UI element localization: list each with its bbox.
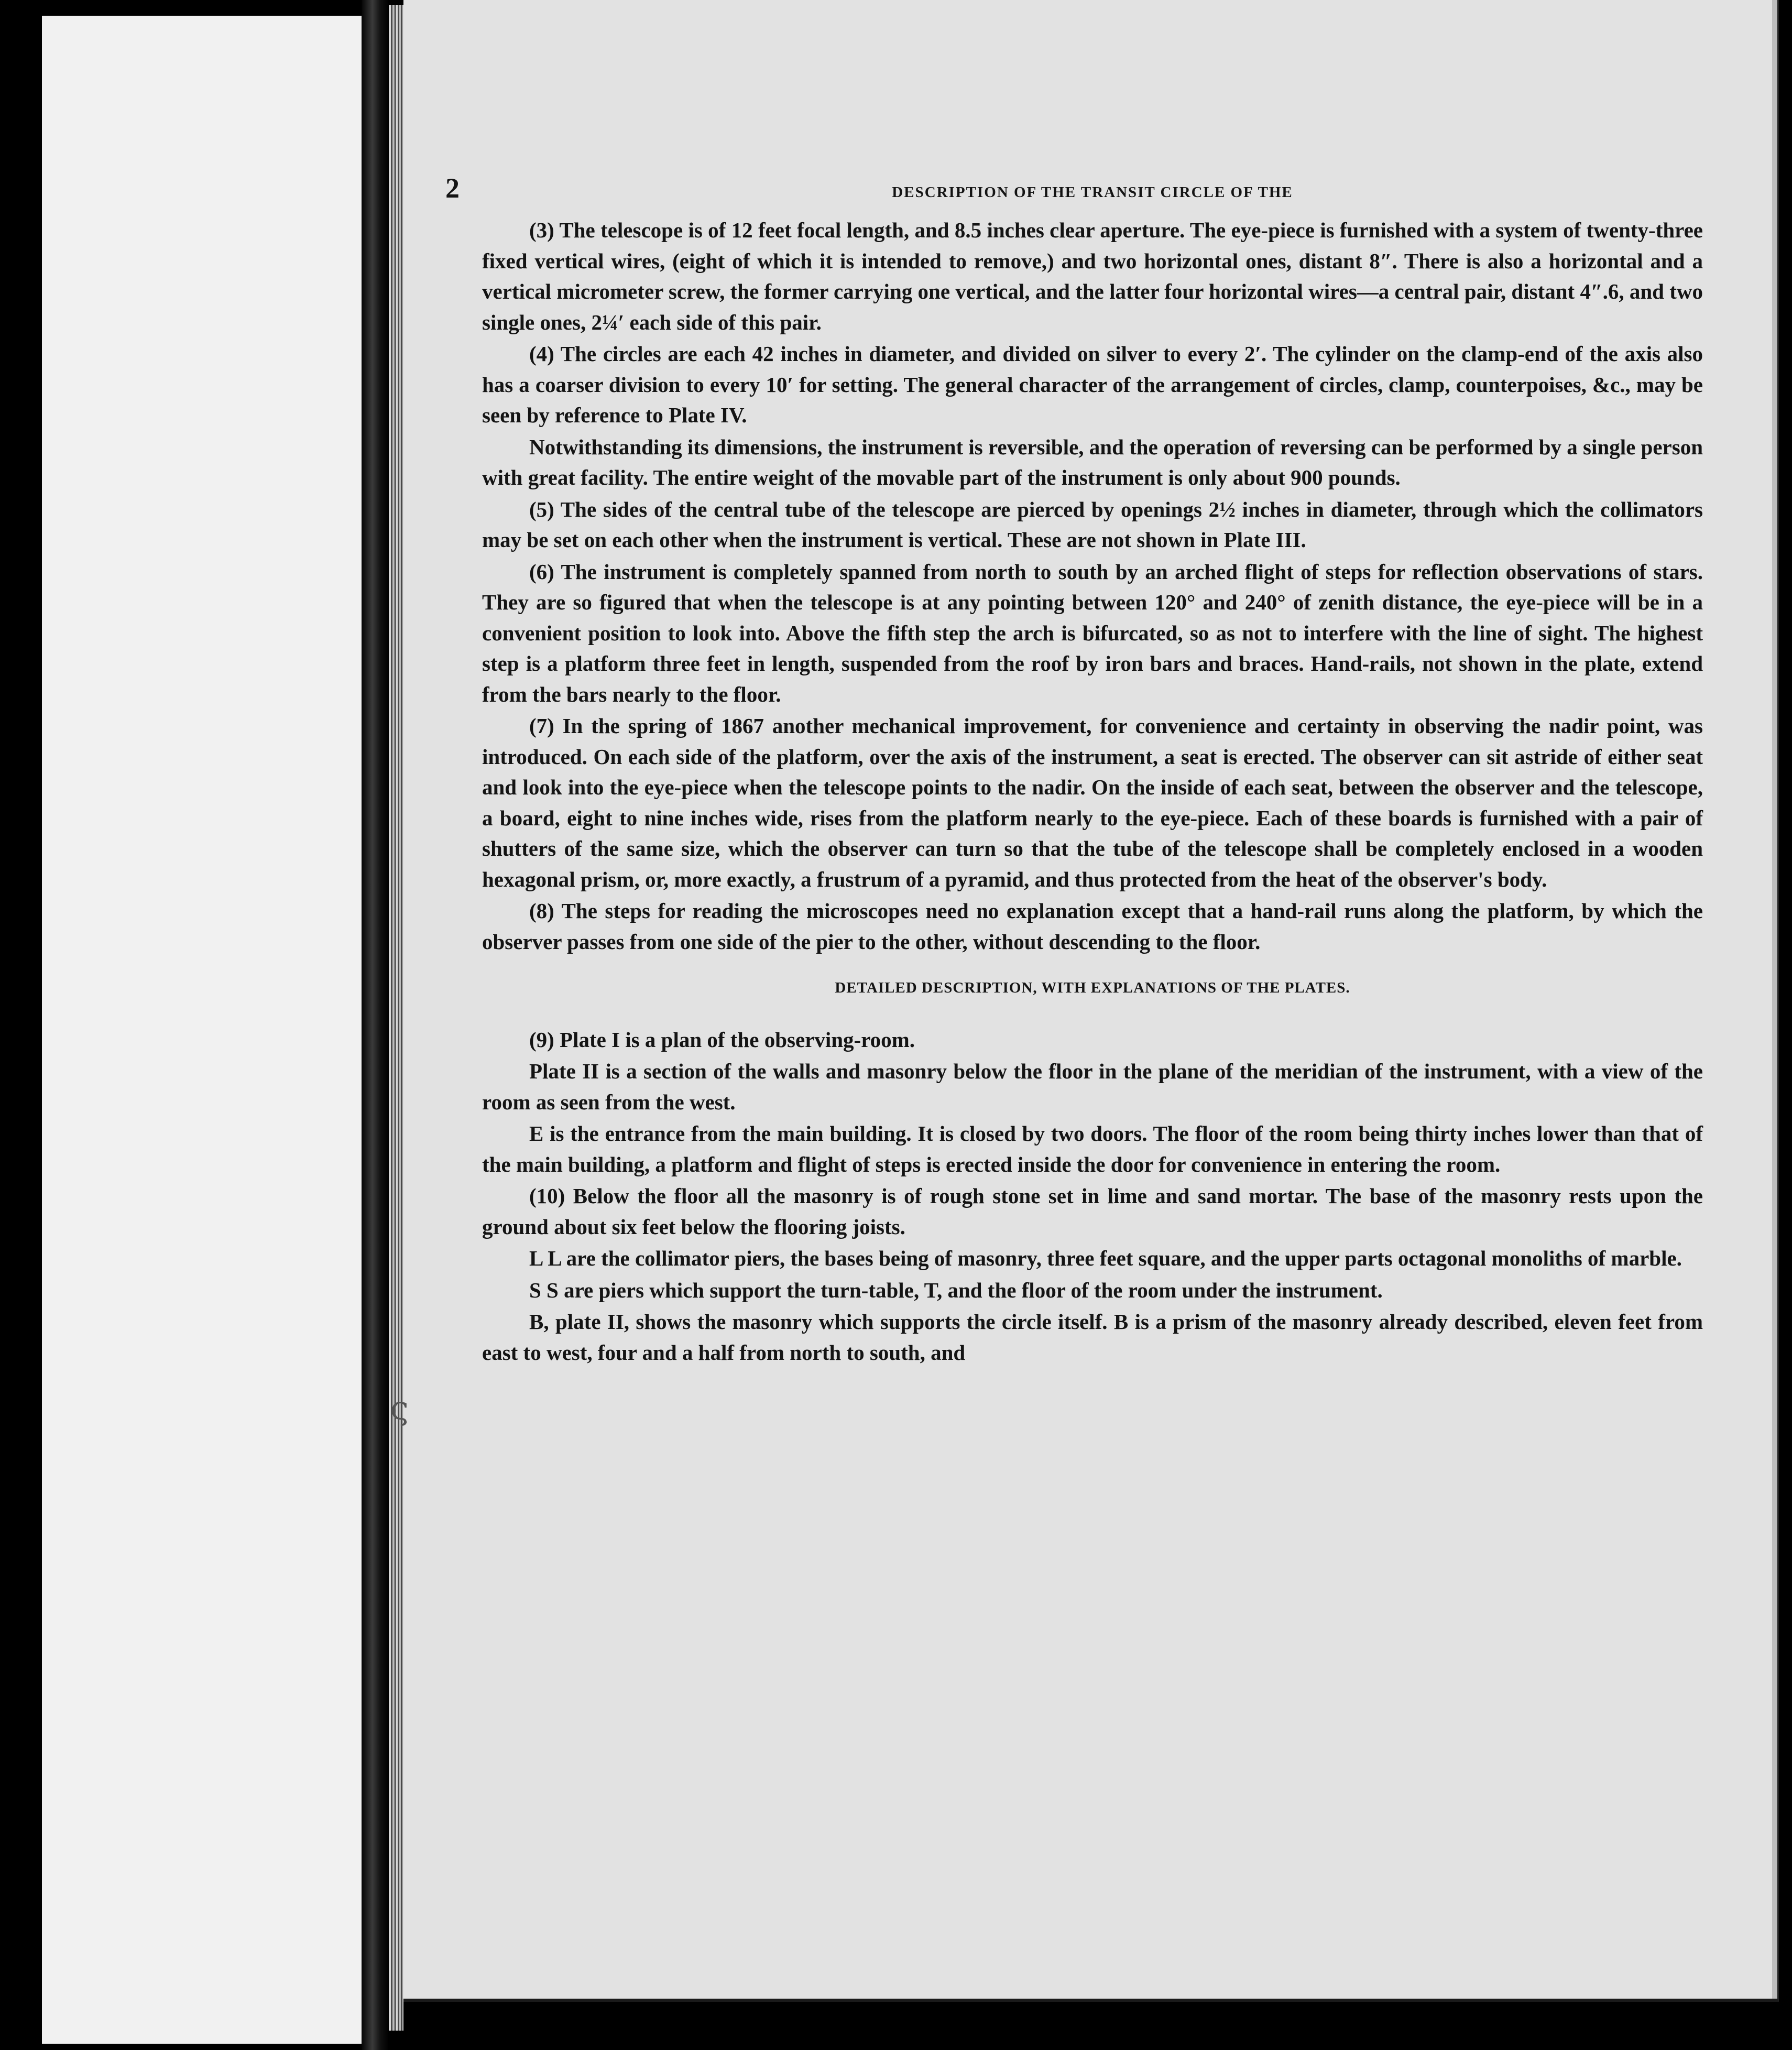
paragraph: (4) The circles are each 42 inches in diameter, and divided on silver to every 2′. The cylinder on the clamp-end of the axis also has a coarser division to every 10′ for setting. The general character of the arrangement of circles, clamp, counterpoises, &c., may be seen by reference to Plate IV. (482, 342, 1703, 427)
running-title: DESCRIPTION OF THE TRANSIT CIRCLE OF THE (892, 184, 1293, 201)
section-heading: DETAILED DESCRIPTION, WITH EXPLANATIONS OF THE PLATES. (835, 979, 1350, 996)
paragraph: (3) The telescope is of 12 feet focal length, and 8.5 inches clear aperture. The eye-piece is furnished with a system of twenty-three fixed vertical wires, (eight of which it is intended to remove,) and two horizontal ones, distant 8″. There is also a horizontal and a vertical micrometer screw, the former carrying one vertical, and the latter four horizontal wires—a central pair, distant 4″.6, and two single ones, 2¼′ each side of this pair. (482, 218, 1703, 334)
paragraph: (6) The instrument is completely spanned from north to south by an arched flight of steps for reflection observations of stars. They are so figured that when the telescope is at any pointing between 120° and 240° of zenith distance, the eye-piece will be in a convenient position to look into. Above the fifth step the arch is bifurcated, so as not to interfere with the line of sight. The highest step is a platform three feet in length, suspended from the roof by iron bars and braces. Hand-rails, not shown in the plate, extend from the bars nearly to the floor. (482, 559, 1703, 706)
margin-mark: ς (390, 1389, 409, 1427)
page-edges (389, 5, 403, 2031)
paragraph: B, plate II, shows the masonry which supports the circle itself. B is a prism of the masonry already described, eleven feet from east to west, four and a half from north to south, and (482, 1310, 1703, 1365)
paragraph: (9) Plate I is a plan of the observing-room. (529, 1027, 915, 1052)
page-edge-shadow (1772, 0, 1777, 1999)
book-gutter (362, 0, 389, 2050)
paragraph: (5) The sides of the central tube of the telescope are pierced by openings 2½ inches in diameter, through which the collimators may be set on each other when the instrument is vertical. These are not shown in Plate III. (482, 497, 1703, 552)
paragraph: Notwithstanding its dimensions, the instrument is reversible, and the operation of reversing can be performed by a single person with great facility. The entire weight of the movable part of the instrument is only about 900 pounds. (482, 434, 1703, 489)
paragraph: E is the entrance from the main building. It is closed by two doors. The floor of the room being thirty inches lower than that of the main building, a platform and flight of steps is erected inside the door for convenience in entering the room. (482, 1121, 1703, 1176)
text-block (445, 172, 1703, 1368)
document-page (390, 0, 1779, 2002)
running-header (445, 172, 1703, 215)
facing-blank-page (42, 16, 362, 2044)
paragraph: S S are piers which support the turn-table, T, and the floor of the room under the instrument. (529, 1278, 1383, 1302)
paragraph: Plate II is a section of the walls and masonry below the floor in the plane of the meridian of the instrument, with a view of the room as seen from the west. (482, 1059, 1703, 1114)
paragraph: (7) In the spring of 1867 another mechanical improvement, for convenience and certainty in observing the nadir point, was introduced. On each side of the platform, over the axis of the instrument, a seat is erected. The observer can sit astride of either seat and look into the eye-piece when the telescope points to the nadir. On the inside of each seat, between the observer and the telescope, a board, eight to nine inches wide, rises from the platform nearly to the eye-piece. Each of these boards is furnished with a pair of shutters of the same size, which the observer can turn so that the tube of the telescope shall be completely enclosed in a wooden hexagonal prism, or, more exactly, a frustrum of a pyramid, and thus protected from the heat of the observer's body. (482, 714, 1703, 891)
page-number: 2 (445, 172, 460, 204)
paragraph: (10) Below the floor all the masonry is of rough stone set in lime and sand mortar. The base of the masonry rests upon the ground about six feet below the flooring joists. (482, 1184, 1703, 1239)
paragraph: L L are the collimator piers, the bases being of masonry, three feet square, and the upper parts octagonal monoliths of marble. (529, 1246, 1682, 1270)
paragraph: (8) The steps for reading the microscopes need no explanation except that a hand-rail runs along the platform, by which the observer passes from one side of the pier to the other, without descending to the floor. (482, 899, 1703, 954)
